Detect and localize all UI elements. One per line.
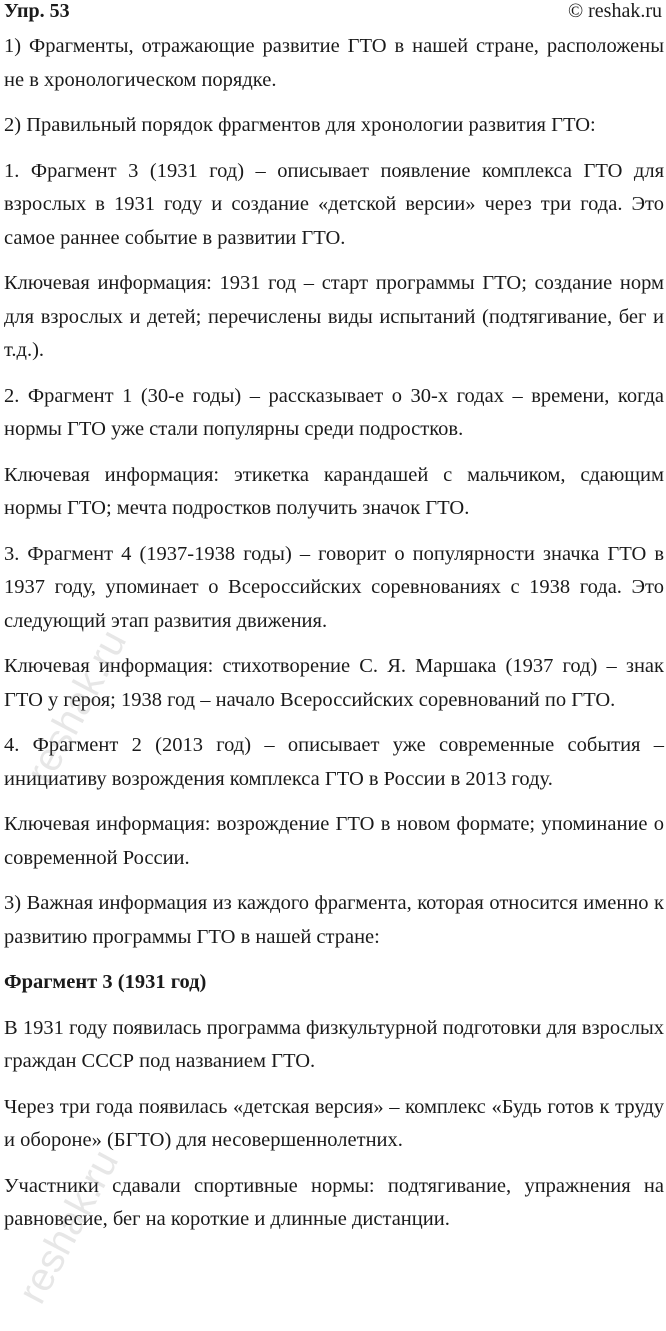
paragraph: 2) Правильный порядок фрагментов для хронологии развития ГТО: bbox=[4, 114, 596, 136]
paragraph: Ключевая информация: 1931 год – старт программы ГТО; создание норм для взрослых и детей; перечислены виды испытаний (подтягивание, бег и т.д.). bbox=[4, 272, 664, 361]
document-body bbox=[4, 30, 664, 1237]
exercise-title: Упр. 53 bbox=[4, 0, 70, 22]
watermark: reshak.ru bbox=[18, 622, 136, 791]
paragraph: 3) Важная информация из каждого фрагмента, которая относится именно к развитию программы ГТО в нашей стране: bbox=[4, 892, 664, 948]
paragraph: Через три года появилась «детская версия» – комплекс «Будь готов к труду и обороне» (БГТО) для несовершеннолетних. bbox=[4, 1095, 664, 1151]
paragraph: 1) Фрагменты, отражающие развитие ГТО в нашей стране, расположены не в хронологическом порядке. bbox=[4, 35, 664, 91]
watermark: reshak.ru bbox=[10, 1142, 128, 1311]
section-heading: Фрагмент 3 (1931 год) bbox=[4, 971, 207, 993]
paragraph: Ключевая информация: стихотворение С. Я. Маршака (1937 год) – знак ГТО у героя; 1938 год – начало Всероссийских соревнований по ГТО. bbox=[4, 655, 664, 711]
paragraph: Участники сдавали спортивные нормы: подтягивание, упражнения на равновесие, бег на короткие и длинные дистанции. bbox=[4, 1174, 664, 1230]
paragraph: 2. Фрагмент 1 (30-е годы) – рассказывает о 30-х годах – времени, когда нормы ГТО уже стали популярны среди подростков. bbox=[4, 384, 664, 440]
page-header bbox=[4, 0, 664, 30]
paragraph: 4. Фрагмент 2 (2013 год) – описывает уже современные события – инициативу возрождения комплекса ГТО в России в 2013 году. bbox=[4, 734, 664, 790]
paragraph: В 1931 году появилась программа физкультурной подготовки для взрослых граждан СССР под названием ГТО. bbox=[4, 1016, 664, 1072]
source-label: © reshak.ru bbox=[567, 0, 662, 22]
paragraph: 3. Фрагмент 4 (1937-1938 годы) – говорит о популярности значка ГТО в 1937 году, упоминает о Всероссийских соревнованиях с 1938 года. Это следующий этап развития движения. bbox=[4, 542, 664, 632]
paragraph: Ключевая информация: этикетка карандашей с мальчиком, сдающим нормы ГТО; мечта подростков получить значок ГТО. bbox=[4, 463, 664, 519]
paragraph: Ключевая информация: возрождение ГТО в новом формате; упоминание о современной России. bbox=[4, 813, 664, 869]
paragraph: 1. Фрагмент 3 (1931 год) – описывает появление комплекса ГТО для взрослых в 1931 году и создание «детской версии» через три года. Это самое раннее событие в развитии ГТО. bbox=[4, 159, 664, 249]
